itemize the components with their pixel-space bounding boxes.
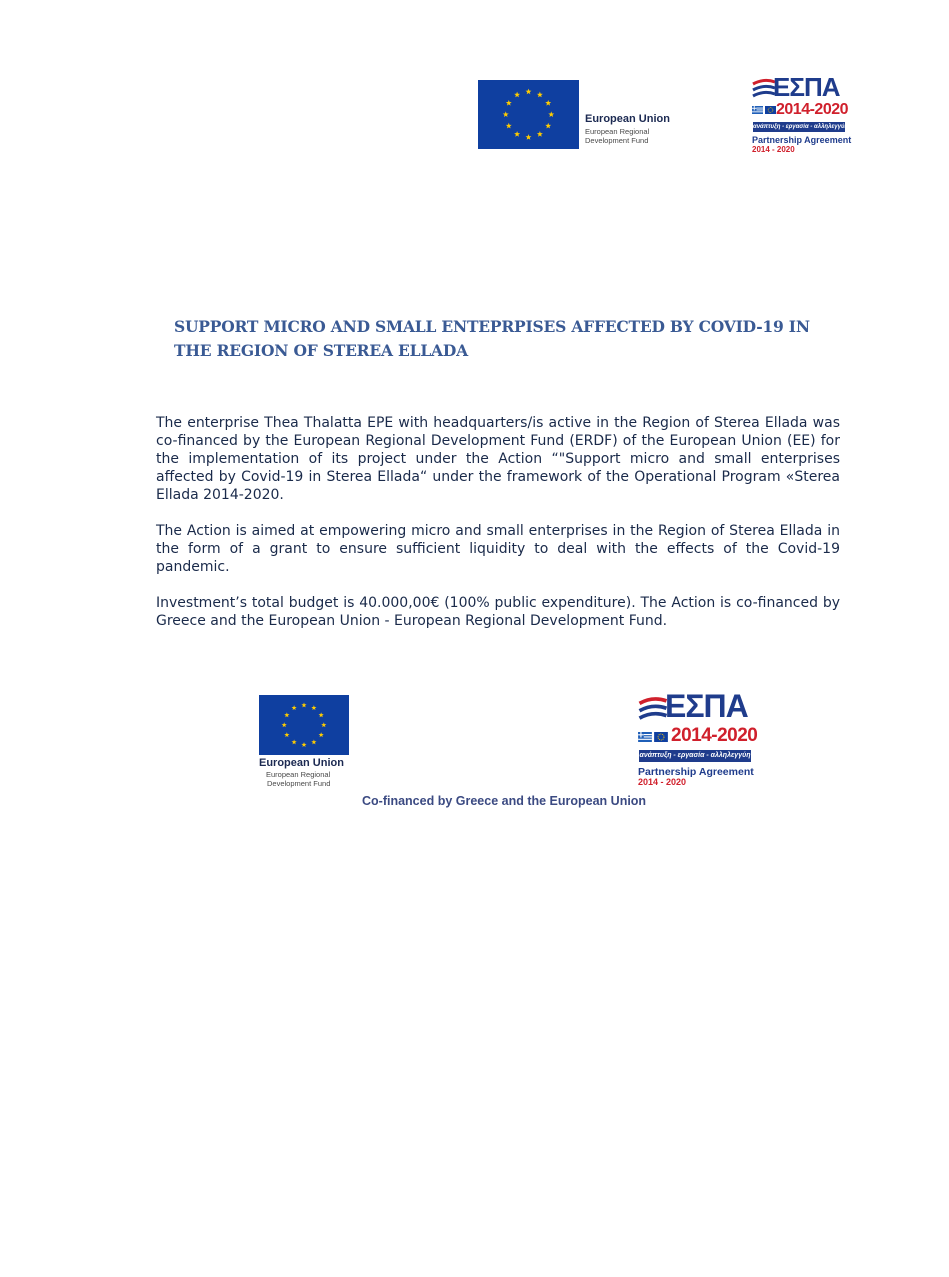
eu-title: European Union [259,757,344,769]
espa-word: ΕΣΠΑ [665,688,748,724]
paragraph-1: The enterprise Thea Thalatta EPE with headquarters/is active in the Region of Sterea Ellada was co-financed by the European Regional Development Fund (ERDF) of the European Union (EE) for the implementation of its project under the Action “"Support micro and small enterprises affected by Covid-19 in Sterea Ellada“ under the framework of the Operational Program «Sterea Ellada 2014-2020. [156,415,840,503]
greek-flag-icon [638,732,652,742]
espa-motto: ανάπτυξη - εργασία - αλληλεγγύη [753,124,849,130]
eu-star [526,89,532,95]
eu-stars [259,695,349,755]
eu-star [292,705,297,710]
partnership-years: 2014 - 2020 [752,145,795,154]
espa-years: 2014-2020 [671,725,758,746]
title-line2: THE REGION OF STEREA ELLADA [174,341,468,360]
eu-star [311,739,316,744]
eu-title: European Union [585,113,670,125]
eu-star [526,134,532,140]
paragraph-2: The Action is aimed at empowering micro and small enterprises in the Region of Sterea Ellada in the form of a grant to ensure sufficient liquidity to deal with the effects of the Covid-19 pandemic. [156,523,840,575]
partnership-years: 2014 - 2020 [638,777,687,787]
eu-mini-flag-icon [654,732,668,742]
eu-mini-flag-icon [765,106,776,114]
eu-star [514,131,520,137]
espa-motto: ανάπτυξη - εργασία - αλληλεγγύη [639,750,751,762]
eu-star [545,100,551,106]
eu-star [506,100,512,106]
eu-subtitle-line2: Development Fund [267,779,331,788]
partnership-agreement: Partnership Agreement [638,766,754,778]
eu-subtitle-line1: European Regional [266,770,331,779]
page-title [174,315,854,363]
mini-flags [638,732,668,742]
eu-star [506,123,512,129]
eu-star [311,705,316,710]
eu-star [301,742,306,747]
espa-logo-icon [751,72,852,156]
eu-stars [478,80,579,149]
eu-star [537,131,543,137]
eu-star [292,739,297,744]
espa-years: 2014-2020 [776,101,849,118]
eu-star [282,722,287,727]
title-line1: SUPPORT MICRO AND SMALL ENTEPRPISES AFFECTED BY COVID-19 IN [174,317,810,336]
mini-flags [752,106,776,114]
espa-word: ΕΣΠΑ [773,72,840,102]
partnership-agreement: Partnership Agreement [752,135,852,145]
eu-star [545,123,551,129]
eu-subtitle-line2: Development Fund [585,136,649,145]
eu-star [537,92,543,98]
cofinanced-caption: Co-financed by Greece and the European Union [362,794,647,808]
eu-star [503,111,509,117]
eu-star [514,92,520,98]
paragraph-3: Investment’s total budget is 40.000,00€ (100% public expenditure). The Action is co-financed by Greece and the European Union - European Regional Development Fund. [156,595,840,629]
greek-flag-icon [752,106,763,114]
eu-flag-icon [478,80,579,149]
eu-flag-icon [259,695,349,755]
eu-star [301,703,306,708]
eu-star [548,111,554,117]
eu-star [319,712,324,717]
eu-star [321,722,326,727]
eu-star [284,732,289,737]
espa-logo-icon [637,688,758,790]
eu-star [284,712,289,717]
eu-star [319,732,324,737]
eu-subtitle-line1: European Regional [585,127,650,136]
